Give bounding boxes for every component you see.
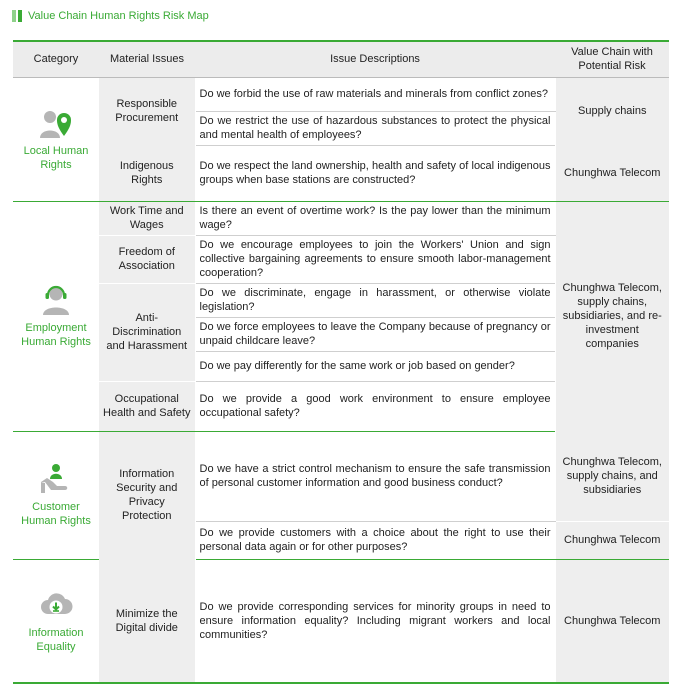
value-chain: Chunghwa Telecom <box>555 521 669 559</box>
table-header-row <box>13 41 669 77</box>
risk-map-table <box>13 40 669 684</box>
material-issue: Occupational Health and Safety <box>99 381 195 431</box>
person-headset-icon <box>39 283 73 317</box>
category-customer <box>13 431 99 559</box>
header-value-chain: Value Chain with Potential Risk <box>555 41 669 77</box>
material-issue: Indigenous Rights <box>99 145 195 201</box>
material-issue: Information Security and Privacy Protection <box>99 431 195 559</box>
issue-description: Do we restrict the use of hazardous substances to protect the physical and mental health of employees? <box>195 111 555 145</box>
issue-description: Do we provide a good work environment to ensure employee occupational safety? <box>195 381 555 431</box>
value-chain: Chunghwa Telecom, supply chains, and subsidiaries <box>555 431 669 521</box>
issue-description: Do we force employees to leave the Company because of pregnancy or unpaid childcare leave? <box>195 317 555 351</box>
material-issue: Minimize the Digital divide <box>99 559 195 683</box>
header-issue-descriptions: Issue Descriptions <box>195 41 555 77</box>
issue-description: Do we pay differently for the same work or job based on gender? <box>195 351 555 381</box>
category-label: Employment Human Rights <box>21 322 91 348</box>
material-issue: Responsible Procurement <box>99 77 195 145</box>
header-material-issues: Material Issues <box>99 41 195 77</box>
issue-description: Do we provide customers with a choice about the right to use their personal data again or for other purposes? <box>195 521 555 559</box>
table-row <box>13 201 669 235</box>
page-title: Value Chain Human Rights Risk Map <box>28 10 209 22</box>
material-issue: Work Time and Wages <box>99 201 195 235</box>
category-employment <box>13 201 99 431</box>
material-issue: Anti-Discrimination and Harassment <box>99 283 195 381</box>
category-local <box>13 77 99 201</box>
issue-description: Do we respect the land ownership, health and safety of local indigenous groups when base stations are constructed? <box>195 145 555 201</box>
category-label: Local Human Rights <box>23 145 89 171</box>
title-marker-icon <box>12 10 22 22</box>
table-row <box>13 559 669 683</box>
material-issue: Freedom of Association <box>99 235 195 283</box>
issue-description: Do we discriminate, engage in harassment, or otherwise violate legislation? <box>195 283 555 317</box>
table-row <box>13 431 669 521</box>
table-row <box>13 77 669 111</box>
hand-holding-person-icon <box>39 462 73 496</box>
category-label: Customer Human Rights <box>21 501 91 527</box>
value-chain: Supply chains <box>555 77 669 145</box>
category-label: Information Equality <box>28 626 84 653</box>
issue-description: Do we provide corresponding services for minority groups in need to ensure information equality? Including migrant workers and local communities? <box>195 559 555 683</box>
value-chain: Chunghwa Telecom, supply chains, subsidiaries, and re-investment companies <box>555 201 669 431</box>
issue-description: Is there an event of overtime work? Is the pay lower than the minimum wage? <box>195 201 555 235</box>
category-equality <box>13 559 99 683</box>
table-row <box>13 145 669 201</box>
page-title-bar <box>12 8 209 24</box>
issue-description: Do we encourage employees to join the Workers' Union and sign collective bargaining agreements to ensure smooth labor-management cooperation? <box>195 235 555 283</box>
issue-description: Do we forbid the use of raw materials and minerals from conflict zones? <box>195 77 555 111</box>
value-chain: Chunghwa Telecom <box>555 145 669 201</box>
issue-description: Do we have a strict control mechanism to ensure the safe transmission of personal customer information and good business conduct? <box>195 431 555 521</box>
value-chain: Chunghwa Telecom <box>555 559 669 683</box>
person-location-pin-icon <box>39 106 73 140</box>
cloud-download-icon <box>39 588 73 622</box>
header-category: Category <box>13 41 99 77</box>
